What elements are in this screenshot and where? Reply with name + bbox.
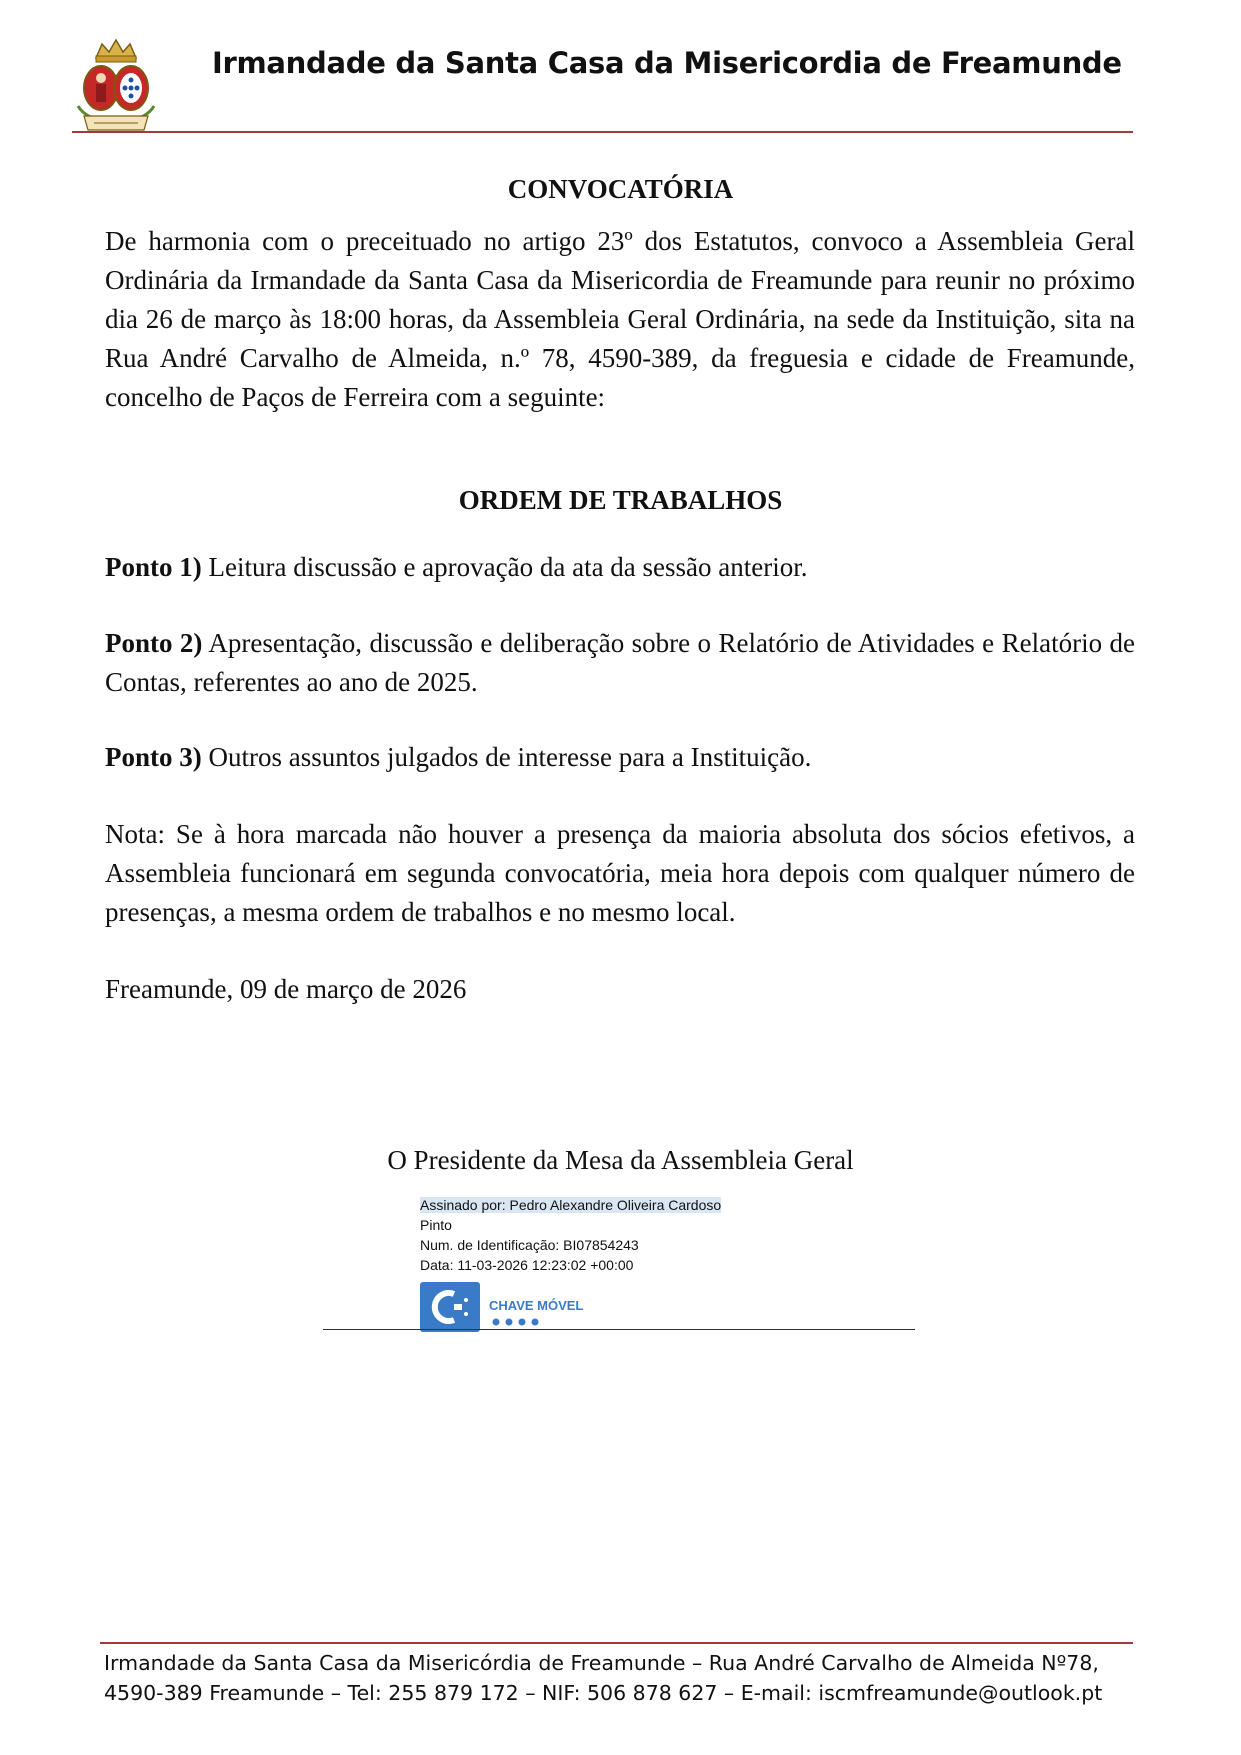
signed-by-continued: Pinto [420, 1217, 452, 1233]
point-label: Ponto 2) [105, 628, 203, 658]
agenda-point-1 [105, 548, 1135, 587]
intro-paragraph: De harmonia com o preceituado no artigo 23º dos Estatutos, convoco a Assembleia Geral Ordinária da Irmandade da Santa Casa da Misericordia de Freamunde para reunir no próximo dia 26 de março às 18:00 horas, da Assembleia Geral Ordinária, na sede da Instituição, sita na Rua André Carvalho de Almeida, n.º 78, 4590-389, da freguesia e cidade de Freamunde, concelho de Paços de Ferreira com a seguinte: [105, 226, 1135, 412]
agenda-point-3 [105, 738, 1135, 777]
brand-dots-icon [492, 1314, 542, 1324]
agenda-point-2 [105, 624, 1135, 702]
footer-divider [100, 1642, 1133, 1644]
signature-date: Data: 11-03-2026 12:23:02 +00:00 [420, 1257, 634, 1273]
point-text: Leitura discussão e aprovação da ata da sessão anterior. [208, 552, 808, 582]
header-title: Irmandade da Santa Casa da Misericordia de Freamunde [212, 46, 1122, 80]
footer-line-2: 4590-389 Freamunde – Tel: 255 879 172 – NIF: 506 878 627 – E-mail: iscmfreamunde@outlook.pt [104, 1681, 1103, 1705]
point-label: Ponto 1) [105, 552, 202, 582]
signed-by: Assinado por: Pedro Alexandre Oliveira Cardoso [420, 1197, 722, 1213]
signature-line [323, 1329, 915, 1330]
point-label: Ponto 3) [105, 742, 202, 772]
chave-movel-logo-icon [420, 1282, 480, 1332]
header-divider [72, 131, 1133, 133]
place-date: Freamunde, 09 de março de 2026 [105, 974, 467, 1004]
signatory-role: O Presidente da Mesa da Assembleia Geral [387, 1145, 854, 1175]
digital-signature-block [420, 1195, 780, 1275]
chave-movel-brand: CHAVE MÓVEL [489, 1298, 584, 1313]
id-number: Num. de Identificação: BI07854243 [420, 1237, 639, 1253]
agenda-title: ORDEM DE TRABALHOS [458, 485, 783, 515]
document-title: CONVOCATÓRIA [507, 174, 734, 204]
point-text: Outros assuntos julgados de interesse para a Instituição. [208, 742, 812, 772]
santa-casa-crest-icon [66, 36, 166, 136]
footer [104, 1648, 1154, 1708]
note-paragraph: Nota: Se à hora marcada não houver a presença da maioria absoluta dos sócios efetivos, a Assembleia funcionará em segunda convocatória, meia hora depois com qualquer número de presenças, a mesma ordem de trabalhos e no mesmo local. [105, 819, 1135, 927]
point-text: Apresentação, discussão e deliberação sobre o Relatório de Atividades e Relatório de Contas, referentes ao ano de 2025. [105, 628, 1135, 697]
footer-line-1: Irmandade da Santa Casa da Misericórdia de Freamunde – Rua André Carvalho de Almeida Nº78, [104, 1651, 1099, 1675]
